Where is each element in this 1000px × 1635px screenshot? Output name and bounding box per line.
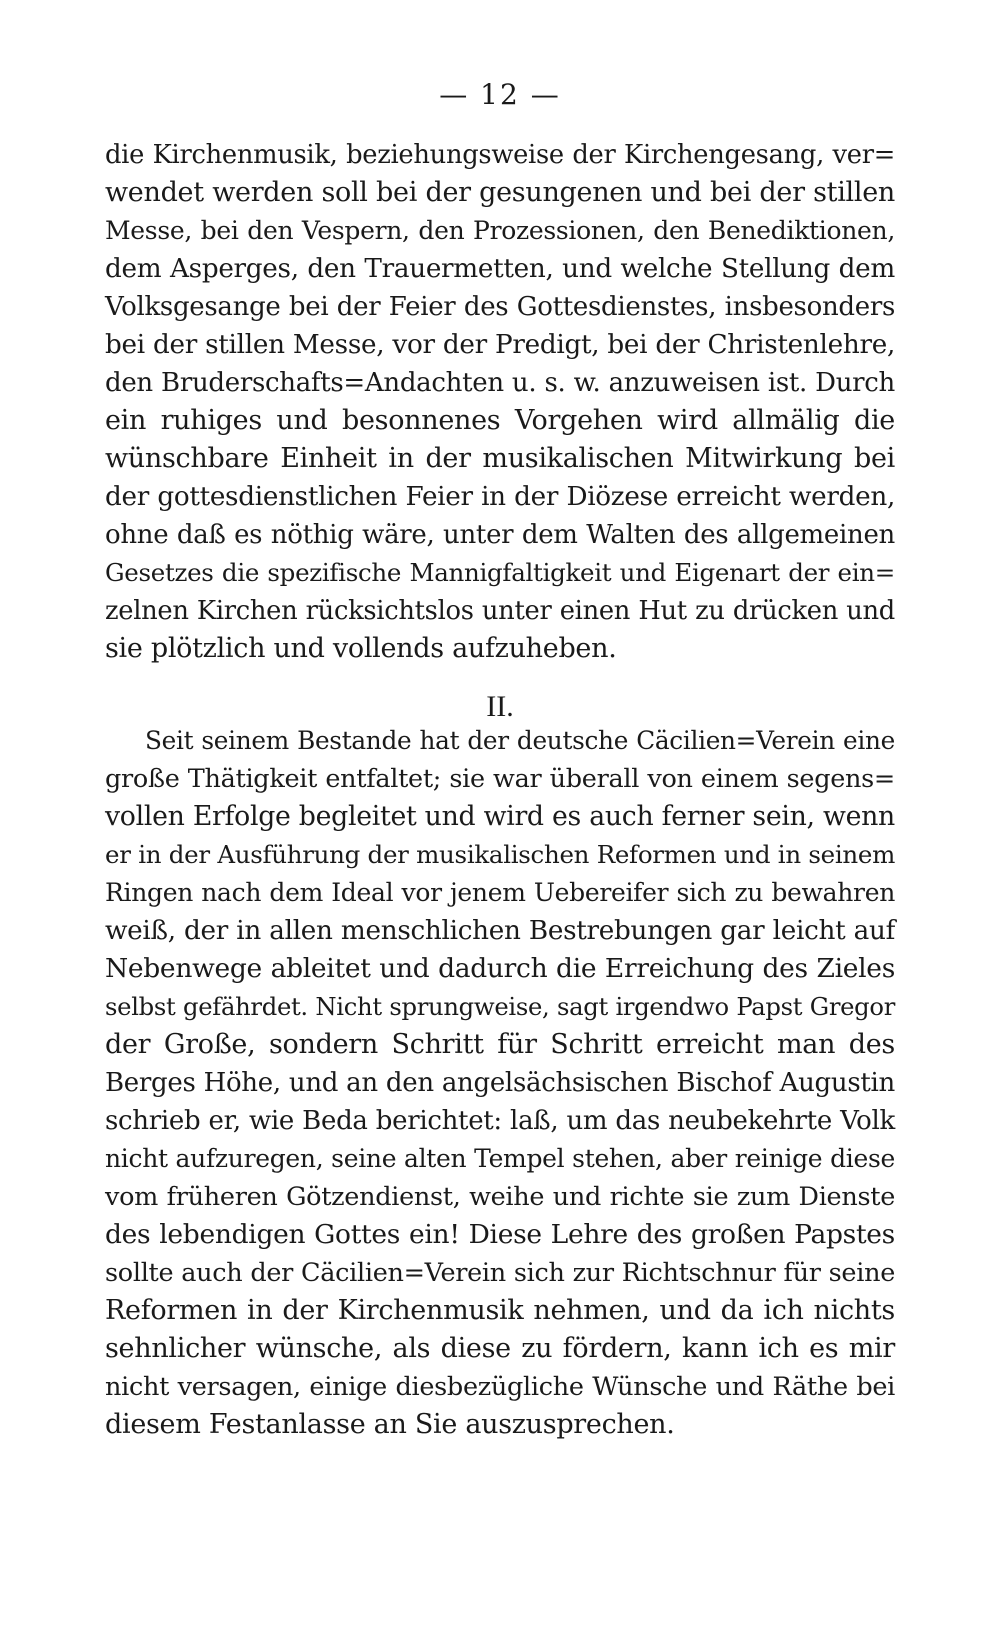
text-line: die Kirchenmusik, beziehungsweise der Kirchengesang, ver= (105, 140, 895, 170)
text-line: den Bruderschafts=Andachten u. s. w. anzuweisen ist. Durch (105, 368, 895, 398)
text-line: Volksgesange bei der Feier des Gottesdienstes, insbesonders (105, 292, 895, 322)
text-line: selbst gefährdet. Nicht sprungweise, sagt irgendwo Papst Gregor (105, 992, 895, 1021)
page-number: — 12 — (439, 78, 561, 111)
text-line: Messe, bei den Vespern, den Prozessionen, den Benediktionen, (105, 216, 895, 245)
text-line: ein ruhiges und besonnenes Vorgehen wird allmälig die (105, 405, 895, 436)
text-line: große Thätigkeit entfaltet; sie war überall von einem segens= (105, 764, 895, 794)
text-line: sehnlicher wünsche, als diese zu fördern, kann ich es mir (105, 1333, 895, 1364)
text-line: der Große, sondern Schritt für Schritt erreicht man des (105, 1029, 895, 1060)
text-line: vom früheren Götzendienst, weihe und richte sie zum Dienste (105, 1182, 895, 1212)
text-line: der gottesdienstlichen Feier in der Diözese erreicht werden, (105, 482, 895, 512)
text-line: weiß, der in allen menschlichen Bestrebungen gar leicht auf (105, 916, 895, 946)
text-line: Ringen nach dem Ideal vor jenem Uebereifer sich zu bewahren (105, 878, 895, 907)
paragraph-section-2 (105, 722, 895, 1444)
text-line: Nebenwege ableitet und dadurch die Erreichung des Zieles (105, 953, 895, 984)
text-line: schrieb er, wie Beda berichtet: laß, um das neubekehrte Volk (105, 1106, 895, 1136)
text-line: dem Asperges, den Trauermetten, und welche Stellung dem (105, 254, 895, 284)
text-line: diesem Festanlasse an Sie auszusprechen. (105, 1409, 675, 1440)
text-line: sie plötzlich und vollends aufzuheben. (105, 633, 617, 664)
text-line: vollen Erfolge begleitet und wird es auch ferner sein, wenn (105, 801, 895, 832)
text-line: zelnen Kirchen rücksichtslos unter einen Hut zu drücken und (105, 596, 895, 626)
paragraph-continued (105, 136, 895, 668)
text-line: nicht versagen, einige diesbezügliche Wünsche und Räthe bei (105, 1372, 895, 1402)
section-heading: II. (486, 690, 514, 723)
text-line: ohne daß es nöthig wäre, unter dem Walten des allgemeinen (105, 520, 895, 550)
text-line: Seit seinem Bestande hat der deutsche Cäcilien=Verein eine (145, 726, 895, 755)
text-line: nicht aufzuregen, seine alten Tempel stehen, aber reinige diese (105, 1144, 895, 1173)
text-line: Berges Höhe, und an den angelsächsischen Bischof Augustin (105, 1068, 895, 1098)
text-line: des lebendigen Gottes ein! Diese Lehre des großen Papstes (105, 1219, 895, 1250)
text-line: wünschbare Einheit in der musikalischen Mitwirkung bei (105, 443, 895, 474)
text-line: Reformen in der Kirchenmusik nehmen, und da ich nichts (105, 1295, 895, 1326)
text-line: sollte auch der Cäcilien=Verein sich zur Richtschnur für seine (105, 1258, 895, 1288)
text-line: wendet werden soll bei der gesungenen und bei der stillen (105, 177, 895, 208)
text-line: Gesetzes die spezifische Mannigfaltigkeit und Eigenart der ein= (105, 558, 895, 587)
text-line: bei der stillen Messe, vor der Predigt, bei der Christenlehre, (105, 330, 895, 360)
text-line: er in der Ausführung der musikalischen Reformen und in seinem (105, 840, 895, 869)
